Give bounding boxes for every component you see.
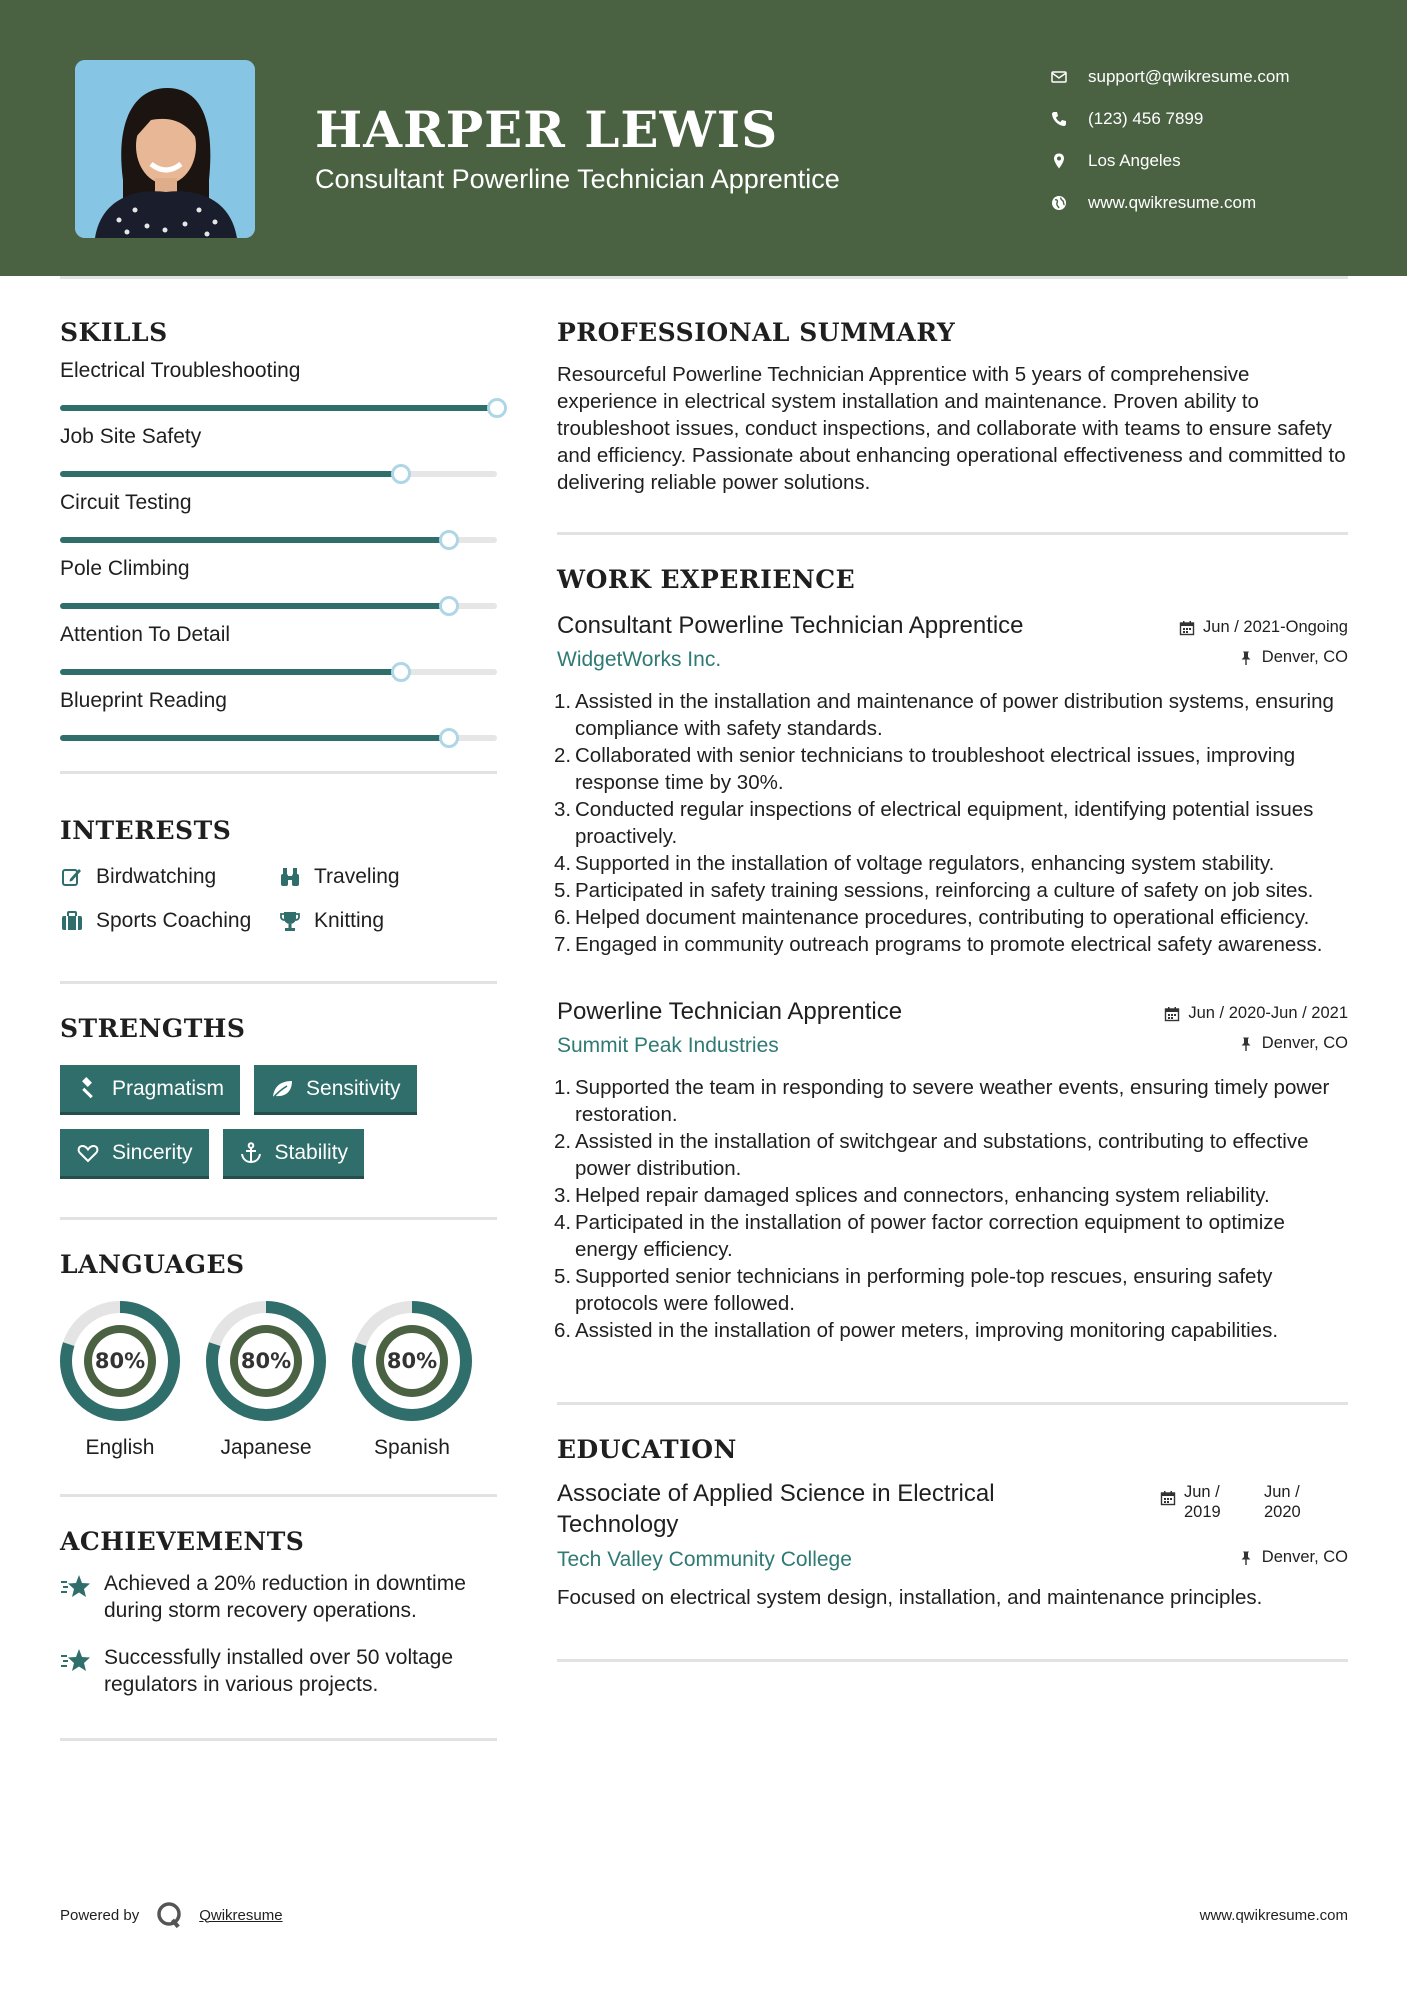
summary-title: PROFESSIONAL SUMMARY bbox=[557, 318, 956, 347]
heart-icon bbox=[76, 1141, 100, 1165]
job-location bbox=[1238, 1034, 1348, 1053]
interests-list bbox=[60, 865, 497, 933]
right-column bbox=[554, 318, 1348, 1662]
job-bullet: 4. Participated in the installation of power factor correction equipment to optimize energy efficiency. bbox=[554, 1211, 1285, 1261]
job-bullet-text: Helped document maintenance procedures, contributing to operational efficiency. bbox=[575, 906, 1310, 929]
resume-header bbox=[0, 0, 1407, 276]
skill-bar bbox=[60, 735, 497, 741]
job-head bbox=[557, 612, 1348, 640]
job-bullet: 6. Helped document maintenance procedures, contributing to operational efficiency. bbox=[554, 906, 1310, 929]
job-bullets bbox=[554, 1074, 1348, 1344]
section-divider bbox=[60, 981, 497, 984]
strength-chip bbox=[60, 1129, 209, 1179]
skill-bar-knob bbox=[439, 530, 459, 550]
interest-item bbox=[278, 909, 497, 933]
skill-bar-knob bbox=[439, 728, 459, 748]
contact-list bbox=[1050, 56, 1390, 224]
footer-website[interactable]: www.qwikresume.com bbox=[1199, 1906, 1348, 1924]
section-divider bbox=[60, 771, 497, 774]
skill-label: Blueprint Reading bbox=[60, 689, 227, 712]
binoculars-icon bbox=[278, 865, 302, 889]
job-bullet: 1. Supported the team in responding to severe weather events, ensuring timely power restoration. bbox=[554, 1076, 1330, 1126]
job-bullet-text: Participated in the installation of power factor correction equipment to optimize energy efficiency. bbox=[575, 1211, 1285, 1261]
map-pin-icon bbox=[1050, 152, 1068, 170]
job-date bbox=[1164, 1004, 1348, 1023]
strengths-list bbox=[60, 1065, 497, 1179]
job-bullet-text: Assisted in the installation of power meters, improving monitoring capabilities. bbox=[575, 1319, 1279, 1342]
strengths-title: STRENGTHS bbox=[60, 1014, 246, 1043]
skill-bar-fill bbox=[60, 735, 449, 741]
brand-link[interactable]: Qwikresume bbox=[199, 1906, 283, 1924]
achievements-section bbox=[60, 1527, 497, 1698]
section-divider bbox=[60, 1494, 497, 1497]
leaf-icon bbox=[270, 1077, 294, 1101]
job-bullet-text: Collaborated with senior technicians to troubleshoot electrical issues, improving response time by 30%. bbox=[575, 744, 1296, 794]
briefcase-icon bbox=[60, 909, 84, 933]
strengths-section bbox=[60, 1014, 497, 1179]
skill-bar-knob bbox=[391, 662, 411, 682]
language-percent: 80% bbox=[386, 1349, 438, 1373]
language-ring bbox=[352, 1301, 472, 1421]
skill-bar-fill bbox=[60, 603, 449, 609]
contact-email-text: support@qwikresume.com bbox=[1088, 67, 1290, 86]
strength-label: Stability bbox=[274, 1140, 349, 1164]
strength-chip bbox=[254, 1065, 417, 1115]
calendar-icon bbox=[1160, 1490, 1176, 1506]
strength-label: Pragmatism bbox=[112, 1076, 225, 1100]
strength-chip bbox=[60, 1065, 240, 1115]
jobs-list bbox=[554, 612, 1348, 1344]
contact-phone[interactable] bbox=[1050, 98, 1390, 140]
edit-icon bbox=[60, 865, 84, 889]
interest-label: Traveling bbox=[314, 865, 400, 888]
language-item bbox=[352, 1301, 472, 1460]
job-bullet: 1. Assisted in the installation and maintenance of power distribution systems, ensuring compliance with safety standards. bbox=[554, 690, 1334, 740]
job-bullet: 6. Assisted in the installation of power meters, improving monitoring capabilities. bbox=[554, 1319, 1279, 1342]
skill-bar bbox=[60, 405, 497, 411]
job-entry bbox=[554, 612, 1348, 958]
education-title: EDUCATION bbox=[557, 1435, 737, 1464]
interest-item bbox=[60, 865, 278, 889]
star-icon bbox=[60, 1572, 92, 1602]
achievement-text: Successfully installed over 50 voltage regulators in various projects. bbox=[104, 1646, 454, 1696]
job-bullet-text: Participated in safety training sessions, reinforcing a culture of safety on job sites. bbox=[575, 879, 1314, 902]
globe-icon bbox=[1050, 194, 1068, 212]
job-sub bbox=[557, 1034, 1348, 1058]
interest-label: Birdwatching bbox=[96, 865, 217, 888]
education-sub bbox=[557, 1548, 1348, 1572]
language-percent: 80% bbox=[240, 1349, 292, 1373]
skill-bar-fill bbox=[60, 405, 497, 411]
achievements-title: ACHIEVEMENTS bbox=[60, 1527, 305, 1556]
interest-label: Knitting bbox=[314, 909, 385, 932]
skills-section bbox=[60, 318, 497, 741]
job-bullet-text: Helped repair damaged splices and connectors, enhancing system reliability. bbox=[575, 1184, 1270, 1207]
candidate-title: Consultant Powerline Technician Apprentice bbox=[315, 164, 840, 194]
job-bullet-text: Supported in the installation of voltage regulators, enhancing system stability. bbox=[575, 852, 1275, 875]
achievement-text: Achieved a 20% reduction in downtime during storm recovery operations. bbox=[104, 1572, 466, 1622]
interest-label: Sports Coaching bbox=[96, 909, 252, 932]
envelope-icon bbox=[1050, 68, 1068, 86]
skill-bar-knob bbox=[439, 596, 459, 616]
experience-title: WORK EXPERIENCE bbox=[557, 565, 856, 594]
footer bbox=[60, 1900, 1348, 1930]
section-divider bbox=[60, 1738, 497, 1741]
skill-label: Electrical Troubleshooting bbox=[60, 359, 301, 382]
trophy-icon bbox=[278, 909, 302, 933]
job-bullets bbox=[554, 688, 1348, 958]
skills-list bbox=[60, 359, 497, 741]
header-divider bbox=[60, 276, 1348, 279]
calendar-icon bbox=[1164, 1006, 1180, 1022]
left-column bbox=[60, 318, 497, 1741]
job-bullet-text: Assisted in the installation and maintenance of power distribution systems, ensuring compliance with safety standards. bbox=[575, 690, 1334, 740]
powered-by-label: Powered by bbox=[60, 1906, 140, 1924]
language-percent: 80% bbox=[94, 1349, 146, 1373]
gavel-icon bbox=[76, 1077, 100, 1101]
skill-bar bbox=[60, 603, 497, 609]
languages-section bbox=[60, 1250, 497, 1460]
strength-chip bbox=[223, 1129, 365, 1179]
skill-bar bbox=[60, 669, 497, 675]
language-ring bbox=[206, 1301, 326, 1421]
skill-label: Pole Climbing bbox=[60, 557, 190, 580]
job-bullet: 5. Supported senior technicians in performing pole-top rescues, ensuring safety protocols were followed. bbox=[554, 1265, 1273, 1315]
section-divider bbox=[557, 1402, 1348, 1405]
skills-title: SKILLS bbox=[60, 318, 168, 347]
skill-bar bbox=[60, 471, 497, 477]
job-bullet: 4. Supported in the installation of voltage regulators, enhancing system stability. bbox=[554, 852, 1275, 875]
achievement-item bbox=[60, 1570, 497, 1624]
job-date-text: Jun / 2020-Jun / 2021 bbox=[1188, 1004, 1348, 1022]
education-date-end: Jun / 2020 bbox=[1264, 1483, 1301, 1521]
education-description: Focused on electrical system design, installation, and maintenance principles. bbox=[557, 1586, 1263, 1609]
language-name: Japanese bbox=[220, 1436, 312, 1459]
summary-section bbox=[557, 318, 1348, 496]
language-ring bbox=[60, 1301, 180, 1421]
education-date-start: Jun / 2019 bbox=[1184, 1483, 1221, 1521]
pushpin-icon bbox=[1238, 1036, 1254, 1052]
degree-title: Associate of Applied Science in Electrical Technology bbox=[557, 1480, 995, 1538]
contact-email[interactable] bbox=[1050, 56, 1390, 98]
skill-bar-knob bbox=[487, 398, 507, 418]
school-name: Tech Valley Community College bbox=[557, 1548, 852, 1571]
star-icon bbox=[60, 1646, 92, 1676]
skill-bar-fill bbox=[60, 669, 401, 675]
languages-title: LANGUAGES bbox=[60, 1250, 245, 1279]
job-head bbox=[557, 998, 1348, 1026]
languages-list bbox=[60, 1301, 497, 1460]
education-section bbox=[557, 1435, 1348, 1611]
language-name: English bbox=[85, 1436, 155, 1459]
strength-label: Sensitivity bbox=[306, 1076, 401, 1100]
skill-bar bbox=[60, 537, 497, 543]
job-bullet-text: Assisted in the installation of switchgear and substations, contributing to effective power distribution. bbox=[575, 1130, 1309, 1180]
job-sub bbox=[557, 648, 1348, 672]
education-location-text: Denver, CO bbox=[1261, 1548, 1348, 1566]
interests-title: INTERESTS bbox=[60, 816, 232, 845]
calendar-icon bbox=[1179, 620, 1195, 636]
summary-text: Resourceful Powerline Technician Apprentice with 5 years of comprehensive experience in electrical system installation and maintenance. Proven ability to troubleshoot issues, conduct inspections, and collaborate with teams to ensure safety and efficiency. Passionate about enhancing operational effectiveness and committed to delivering reliable power solutions. bbox=[557, 363, 1346, 494]
language-name: Spanish bbox=[374, 1436, 450, 1459]
job-bullet: 3. Helped repair damaged splices and connectors, enhancing system reliability. bbox=[554, 1184, 1270, 1207]
job-bullet-text: Engaged in community outreach programs to promote electrical safety awareness. bbox=[575, 933, 1323, 956]
contact-website-text: www.qwikresume.com bbox=[1088, 193, 1257, 212]
job-bullet-text: Supported senior technicians in performing pole-top rescues, ensuring safety protocols were followed. bbox=[575, 1265, 1273, 1315]
qwikresume-logo-icon bbox=[155, 1900, 185, 1930]
job-title: Consultant Powerline Technician Apprentice bbox=[557, 612, 1024, 639]
section-divider bbox=[557, 532, 1348, 535]
job-location-text: Denver, CO bbox=[1261, 648, 1348, 666]
contact-phone-text: (123) 456 7899 bbox=[1088, 109, 1204, 128]
skill-bar-fill bbox=[60, 471, 401, 477]
skill-label: Job Site Safety bbox=[60, 425, 202, 448]
skill-bar-knob bbox=[391, 464, 411, 484]
section-divider bbox=[60, 1217, 497, 1220]
candidate-name: HARPER LEWIS bbox=[315, 100, 779, 159]
skill-label: Attention To Detail bbox=[60, 623, 231, 646]
job-bullet: 7. Engaged in community outreach programs to promote electrical safety awareness. bbox=[554, 933, 1323, 956]
skill-label: Circuit Testing bbox=[60, 491, 192, 514]
language-item bbox=[206, 1301, 326, 1460]
experience-section bbox=[554, 565, 1348, 1344]
job-bullet-text: Conducted regular inspections of electrical equipment, identifying potential issues proactively. bbox=[575, 798, 1314, 848]
pushpin-icon bbox=[1238, 650, 1254, 666]
job-bullet: 5. Participated in safety training sessions, reinforcing a culture of safety on job sites. bbox=[554, 879, 1314, 902]
contact-location bbox=[1050, 140, 1390, 182]
education-head bbox=[557, 1478, 1348, 1540]
education-location bbox=[1238, 1548, 1348, 1567]
job-bullet-text: Supported the team in responding to severe weather events, ensuring timely power restoration. bbox=[575, 1076, 1330, 1126]
job-location bbox=[1238, 648, 1348, 667]
job-bullet: 3. Conducted regular inspections of electrical equipment, identifying potential issues proactively. bbox=[554, 798, 1314, 848]
interest-item bbox=[278, 865, 497, 889]
job-location-text: Denver, CO bbox=[1261, 1034, 1348, 1052]
achievement-item bbox=[60, 1644, 497, 1698]
company-name: WidgetWorks Inc. bbox=[557, 648, 722, 671]
contact-location-text: Los Angeles bbox=[1088, 151, 1181, 170]
interests-section bbox=[60, 816, 497, 933]
education-date bbox=[1160, 1482, 1314, 1522]
job-entry bbox=[554, 998, 1348, 1344]
anchor-icon bbox=[239, 1141, 263, 1165]
job-date bbox=[1179, 618, 1348, 637]
interest-item bbox=[60, 909, 278, 933]
skill-bar-fill bbox=[60, 537, 449, 543]
profile-photo bbox=[75, 60, 255, 238]
language-item bbox=[60, 1301, 180, 1460]
job-date-text: Jun / 2021-Ongoing bbox=[1203, 618, 1348, 636]
job-bullet: 2. Assisted in the installation of switchgear and substations, contributing to effective power distribution. bbox=[554, 1130, 1309, 1180]
job-title: Powerline Technician Apprentice bbox=[557, 998, 903, 1025]
powered-by bbox=[60, 1900, 283, 1930]
phone-icon bbox=[1050, 110, 1068, 128]
pushpin-icon bbox=[1238, 1550, 1254, 1566]
company-name: Summit Peak Industries bbox=[557, 1034, 779, 1057]
strength-label: Sincerity bbox=[112, 1140, 193, 1164]
section-divider bbox=[557, 1659, 1348, 1662]
job-bullet: 2. Collaborated with senior technicians to troubleshoot electrical issues, improving response time by 30%. bbox=[554, 744, 1296, 794]
contact-website[interactable] bbox=[1050, 182, 1390, 224]
